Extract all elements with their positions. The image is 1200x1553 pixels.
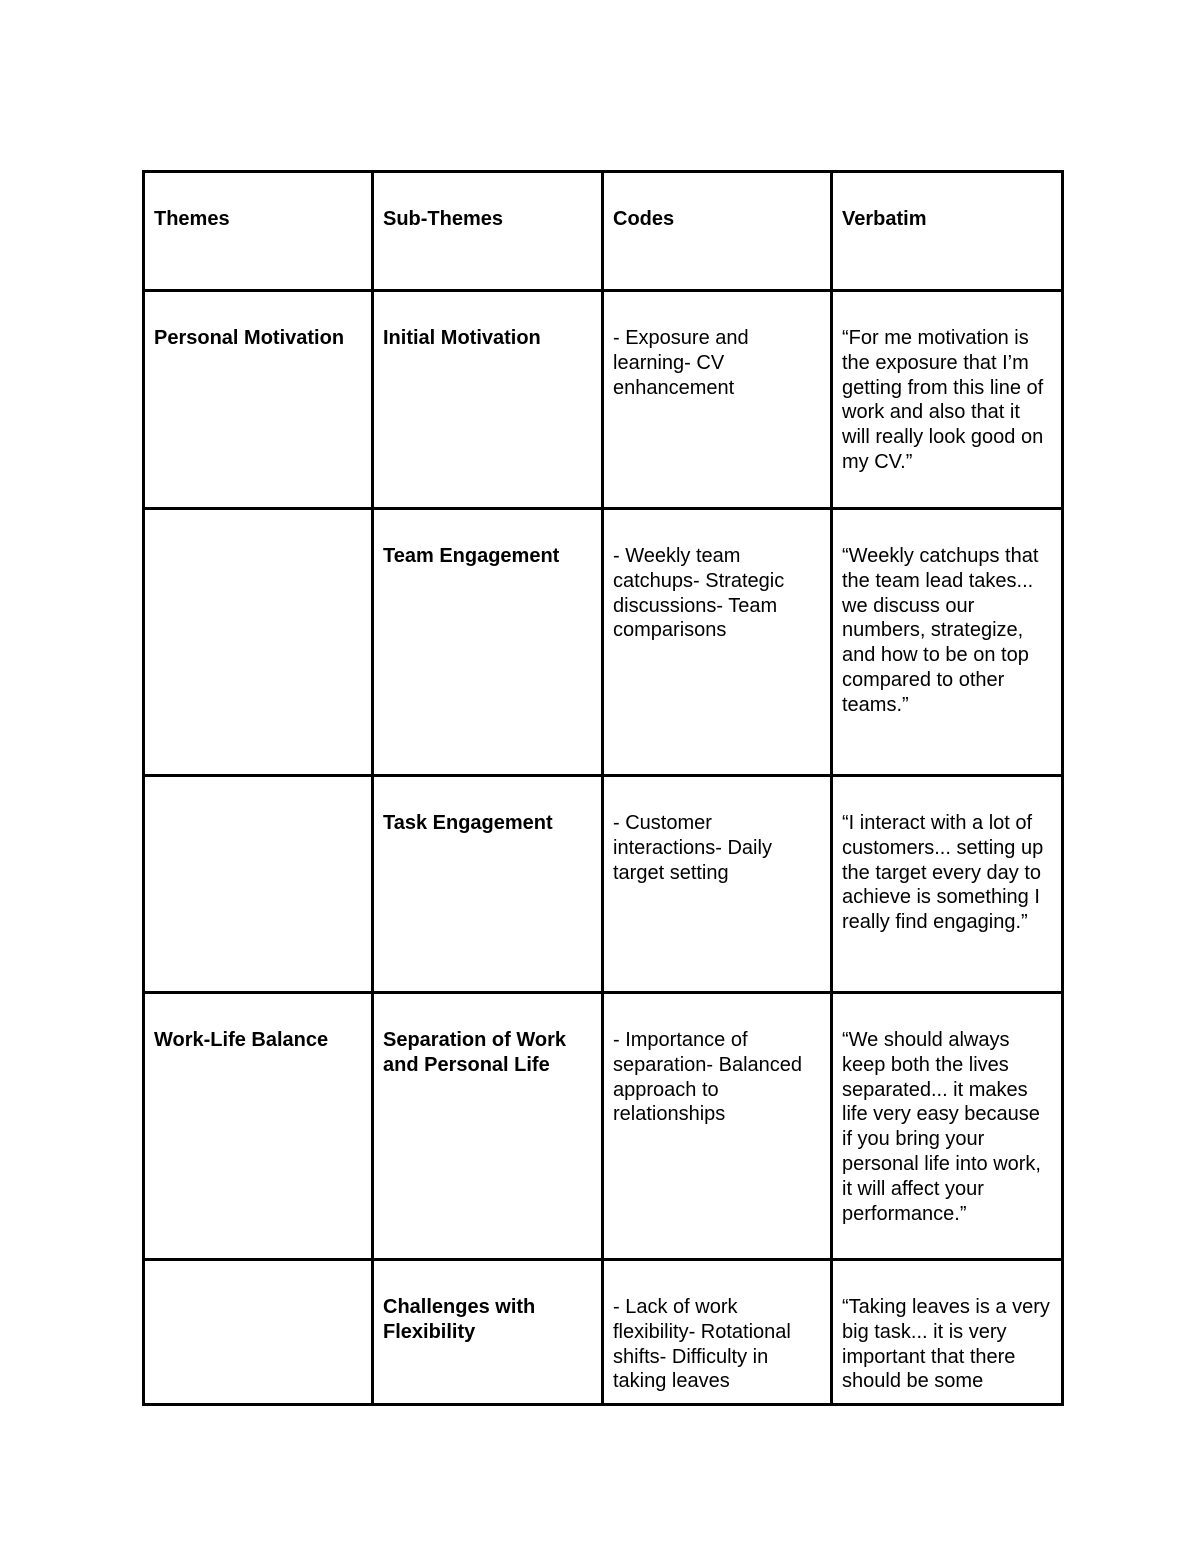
theme-cell: Personal Motivation	[144, 291, 373, 509]
codes-cell-text: - Lack of work flexibility- Rotational shifts- Difficulty in taking leaves	[613, 1296, 791, 1391]
subtheme-cell: Team Engagement	[373, 509, 603, 776]
codes-cell: - Exposure and learning- CV enhancement	[603, 291, 832, 509]
table-header-row	[144, 172, 1063, 291]
verbatim-cell	[832, 1260, 1063, 1405]
verbatim-cell: “Weekly catchups that the team lead takes... we discuss our numbers, strategize, and how to be on top compared to other teams.”	[832, 509, 1063, 776]
header-verbatim: Verbatim	[832, 172, 1063, 291]
theme-cell	[144, 509, 373, 776]
verbatim-cell: “For me motivation is the exposure that I’m getting from this line of work and also that it will really look good on my CV.”	[832, 291, 1063, 509]
theme-cell: Work-Life Balance	[144, 993, 373, 1260]
verbatim-cell: “We should always keep both the lives separated... it makes life very easy because if you bring your personal life into work, it will affect your performance.”	[832, 993, 1063, 1260]
theme-cell	[144, 776, 373, 993]
codes-cell: - Weekly team catchups- Strategic discussions- Team comparisons	[603, 509, 832, 776]
theme-cell	[144, 1260, 373, 1405]
table-row	[144, 291, 1063, 509]
header-codes: Codes	[603, 172, 832, 291]
codes-cell: - Importance of separation- Balanced approach to relationships	[603, 993, 832, 1260]
table-row	[144, 776, 1063, 993]
verbatim-cell: “I interact with a lot of customers... setting up the target every day to achieve is something I really find engaging.”	[832, 776, 1063, 993]
subtheme-cell: Challenges with Flexibility	[373, 1260, 603, 1405]
codes-cell: - Customer interactions- Daily target setting	[603, 776, 832, 993]
table-row	[144, 509, 1063, 776]
themes-table-container	[142, 170, 1061, 1406]
codes-cell	[603, 1260, 832, 1405]
verbatim-cell-text: “Taking leaves is a very big task... it is very important that there should be some	[842, 1296, 1050, 1391]
themes-table	[142, 170, 1064, 1406]
subtheme-cell: Separation of Work and Personal Life	[373, 993, 603, 1260]
table-row	[144, 1260, 1063, 1405]
header-sub-themes: Sub-Themes	[373, 172, 603, 291]
table-row	[144, 993, 1063, 1260]
header-themes: Themes	[144, 172, 373, 291]
subtheme-cell: Initial Motivation	[373, 291, 603, 509]
subtheme-cell: Task Engagement	[373, 776, 603, 993]
